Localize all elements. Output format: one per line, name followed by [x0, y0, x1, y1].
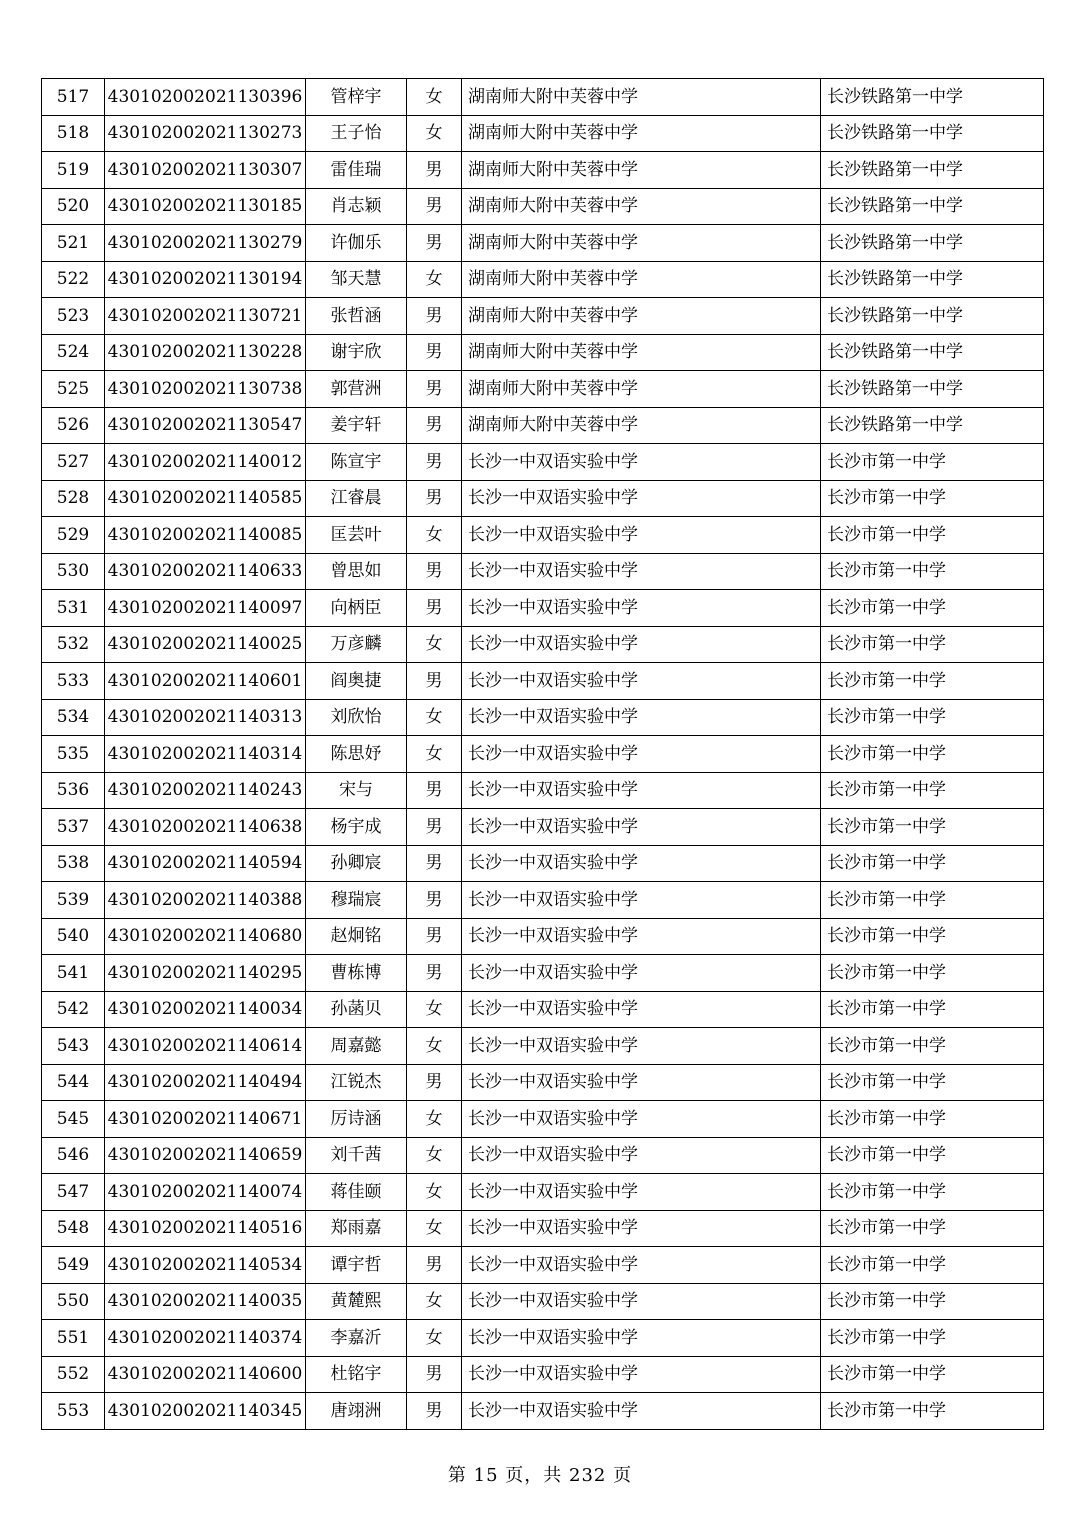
seq-cell: 535: [42, 736, 105, 773]
student-id-cell: 430102002021140585: [105, 480, 306, 517]
origin-school-cell: 长沙一中双语实验中学: [462, 1247, 821, 1284]
origin-school-cell: 长沙一中双语实验中学: [462, 1393, 821, 1430]
student-id-cell: 430102002021140074: [105, 1174, 306, 1211]
gender-cell: 女: [407, 115, 462, 152]
student-id-cell: 430102002021140534: [105, 1247, 306, 1284]
seq-cell: 522: [42, 261, 105, 298]
table-row: [42, 809, 1044, 846]
table-row: [42, 261, 1044, 298]
gender-cell: 女: [407, 1210, 462, 1247]
table-row: [42, 590, 1044, 627]
target-school-cell: 长沙市第一中学: [821, 1247, 1044, 1284]
gender-cell: 男: [407, 1064, 462, 1101]
origin-school-cell: 长沙一中双语实验中学: [462, 918, 821, 955]
origin-school-cell: 湖南师大附中芙蓉中学: [462, 79, 821, 116]
student-id-cell: 430102002021130307: [105, 152, 306, 189]
target-school-cell: 长沙市第一中学: [821, 590, 1044, 627]
table-row: [42, 407, 1044, 444]
target-school-cell: 长沙市第一中学: [821, 1064, 1044, 1101]
target-school-cell: 长沙市第一中学: [821, 1028, 1044, 1065]
student-id-cell: 430102002021140614: [105, 1028, 306, 1065]
gender-cell: 男: [407, 1393, 462, 1430]
student-id-cell: 430102002021140388: [105, 882, 306, 919]
target-school-cell: 长沙市第一中学: [821, 991, 1044, 1028]
table-row: [42, 955, 1044, 992]
origin-school-cell: 长沙一中双语实验中学: [462, 1356, 821, 1393]
name-cell: 唐翊洲: [306, 1393, 407, 1430]
gender-cell: 男: [407, 334, 462, 371]
target-school-cell: 长沙市第一中学: [821, 1393, 1044, 1430]
seq-cell: 519: [42, 152, 105, 189]
target-school-cell: 长沙市第一中学: [821, 845, 1044, 882]
table-row: [42, 626, 1044, 663]
student-id-cell: 430102002021140516: [105, 1210, 306, 1247]
seq-cell: 532: [42, 626, 105, 663]
name-cell: 孙菡贝: [306, 991, 407, 1028]
seq-cell: 546: [42, 1137, 105, 1174]
student-id-cell: 430102002021140025: [105, 626, 306, 663]
target-school-cell: 长沙市第一中学: [821, 517, 1044, 554]
table-row: [42, 882, 1044, 919]
seq-cell: 543: [42, 1028, 105, 1065]
student-id-cell: 430102002021130547: [105, 407, 306, 444]
seq-cell: 545: [42, 1101, 105, 1138]
gender-cell: 女: [407, 1320, 462, 1357]
name-cell: 赵炯铭: [306, 918, 407, 955]
name-cell: 谭宇哲: [306, 1247, 407, 1284]
origin-school-cell: 长沙一中双语实验中学: [462, 1101, 821, 1138]
table-row: [42, 1320, 1044, 1357]
origin-school-cell: 湖南师大附中芙蓉中学: [462, 371, 821, 408]
table-row: [42, 1356, 1044, 1393]
seq-cell: 518: [42, 115, 105, 152]
gender-cell: 女: [407, 1028, 462, 1065]
table-row: [42, 1247, 1044, 1284]
seq-cell: 542: [42, 991, 105, 1028]
name-cell: 杨宇成: [306, 809, 407, 846]
seq-cell: 530: [42, 553, 105, 590]
gender-cell: 男: [407, 882, 462, 919]
student-id-cell: 430102002021140374: [105, 1320, 306, 1357]
table-row: [42, 845, 1044, 882]
student-id-cell: 430102002021140680: [105, 918, 306, 955]
table-row: [42, 444, 1044, 481]
origin-school-cell: 长沙一中双语实验中学: [462, 590, 821, 627]
origin-school-cell: 长沙一中双语实验中学: [462, 1137, 821, 1174]
origin-school-cell: 长沙一中双语实验中学: [462, 1174, 821, 1211]
target-school-cell: 长沙铁路第一中学: [821, 115, 1044, 152]
student-id-cell: 430102002021140601: [105, 663, 306, 700]
origin-school-cell: 湖南师大附中芙蓉中学: [462, 407, 821, 444]
seq-cell: 524: [42, 334, 105, 371]
student-id-cell: 430102002021140097: [105, 590, 306, 627]
student-id-cell: 430102002021140243: [105, 772, 306, 809]
table-row: [42, 334, 1044, 371]
name-cell: 雷佳瑞: [306, 152, 407, 189]
gender-cell: 女: [407, 991, 462, 1028]
student-id-cell: 430102002021130738: [105, 371, 306, 408]
name-cell: 管梓宇: [306, 79, 407, 116]
student-id-cell: 430102002021140314: [105, 736, 306, 773]
student-id-cell: 430102002021140671: [105, 1101, 306, 1138]
table-row: [42, 152, 1044, 189]
target-school-cell: 长沙市第一中学: [821, 882, 1044, 919]
student-id-cell: 430102002021130721: [105, 298, 306, 335]
origin-school-cell: 湖南师大附中芙蓉中学: [462, 188, 821, 225]
target-school-cell: 长沙市第一中学: [821, 663, 1044, 700]
table-row: [42, 115, 1044, 152]
student-id-cell: 430102002021130279: [105, 225, 306, 262]
target-school-cell: 长沙铁路第一中学: [821, 407, 1044, 444]
target-school-cell: 长沙铁路第一中学: [821, 152, 1044, 189]
seq-cell: 520: [42, 188, 105, 225]
origin-school-cell: 长沙一中双语实验中学: [462, 699, 821, 736]
gender-cell: 男: [407, 298, 462, 335]
gender-cell: 男: [407, 480, 462, 517]
table-row: [42, 298, 1044, 335]
student-id-cell: 430102002021140600: [105, 1356, 306, 1393]
name-cell: 刘欣怡: [306, 699, 407, 736]
seq-cell: 551: [42, 1320, 105, 1357]
target-school-cell: 长沙铁路第一中学: [821, 334, 1044, 371]
name-cell: 江锐杰: [306, 1064, 407, 1101]
name-cell: 黄麓熙: [306, 1283, 407, 1320]
seq-cell: 547: [42, 1174, 105, 1211]
table-row: [42, 1137, 1044, 1174]
seq-cell: 536: [42, 772, 105, 809]
student-id-cell: 430102002021140594: [105, 845, 306, 882]
target-school-cell: 长沙市第一中学: [821, 699, 1044, 736]
name-cell: 蒋佳颐: [306, 1174, 407, 1211]
seq-cell: 533: [42, 663, 105, 700]
target-school-cell: 长沙铁路第一中学: [821, 225, 1044, 262]
name-cell: 郑雨嘉: [306, 1210, 407, 1247]
gender-cell: 男: [407, 1356, 462, 1393]
seq-cell: 523: [42, 298, 105, 335]
origin-school-cell: 长沙一中双语实验中学: [462, 1320, 821, 1357]
gender-cell: 女: [407, 736, 462, 773]
gender-cell: 女: [407, 626, 462, 663]
table-row: [42, 1393, 1044, 1430]
name-cell: 陈思妤: [306, 736, 407, 773]
name-cell: 陈宣宇: [306, 444, 407, 481]
student-id-cell: 430102002021130194: [105, 261, 306, 298]
seq-cell: 517: [42, 79, 105, 116]
gender-cell: 女: [407, 261, 462, 298]
gender-cell: 女: [407, 517, 462, 554]
gender-cell: 男: [407, 553, 462, 590]
gender-cell: 男: [407, 1247, 462, 1284]
target-school-cell: 长沙市第一中学: [821, 1174, 1044, 1211]
table-row: [42, 991, 1044, 1028]
student-list-table: [41, 78, 1044, 1430]
name-cell: 姜宇轩: [306, 407, 407, 444]
name-cell: 杜铭宇: [306, 1356, 407, 1393]
table-row: [42, 553, 1044, 590]
table-body: [42, 79, 1044, 1430]
target-school-cell: 长沙市第一中学: [821, 444, 1044, 481]
table-row: [42, 371, 1044, 408]
name-cell: 曾思如: [306, 553, 407, 590]
student-id-cell: 430102002021140633: [105, 553, 306, 590]
name-cell: 江睿晨: [306, 480, 407, 517]
target-school-cell: 长沙铁路第一中学: [821, 298, 1044, 335]
gender-cell: 男: [407, 444, 462, 481]
gender-cell: 女: [407, 1283, 462, 1320]
name-cell: 王子怡: [306, 115, 407, 152]
target-school-cell: 长沙市第一中学: [821, 772, 1044, 809]
table-row: [42, 480, 1044, 517]
student-id-cell: 430102002021130185: [105, 188, 306, 225]
target-school-cell: 长沙市第一中学: [821, 480, 1044, 517]
seq-cell: 552: [42, 1356, 105, 1393]
origin-school-cell: 长沙一中双语实验中学: [462, 1283, 821, 1320]
student-id-cell: 430102002021140034: [105, 991, 306, 1028]
origin-school-cell: 长沙一中双语实验中学: [462, 845, 821, 882]
student-id-cell: 430102002021130228: [105, 334, 306, 371]
table-row: [42, 663, 1044, 700]
name-cell: 阎奥捷: [306, 663, 407, 700]
target-school-cell: 长沙市第一中学: [821, 955, 1044, 992]
target-school-cell: 长沙市第一中学: [821, 1137, 1044, 1174]
page-footer: 第 15 页，共 232 页: [447, 1465, 633, 1486]
target-school-cell: 长沙市第一中学: [821, 1101, 1044, 1138]
seq-cell: 539: [42, 882, 105, 919]
target-school-cell: 长沙铁路第一中学: [821, 188, 1044, 225]
target-school-cell: 长沙市第一中学: [821, 736, 1044, 773]
origin-school-cell: 长沙一中双语实验中学: [462, 736, 821, 773]
name-cell: 周嘉懿: [306, 1028, 407, 1065]
table-row: [42, 772, 1044, 809]
gender-cell: 男: [407, 590, 462, 627]
gender-cell: 女: [407, 699, 462, 736]
target-school-cell: 长沙市第一中学: [821, 918, 1044, 955]
name-cell: 孙卿宸: [306, 845, 407, 882]
gender-cell: 男: [407, 772, 462, 809]
student-id-cell: 430102002021130273: [105, 115, 306, 152]
table-row: [42, 699, 1044, 736]
gender-cell: 男: [407, 845, 462, 882]
name-cell: 许伽乐: [306, 225, 407, 262]
origin-school-cell: 湖南师大附中芙蓉中学: [462, 334, 821, 371]
origin-school-cell: 长沙一中双语实验中学: [462, 517, 821, 554]
name-cell: 向柄臣: [306, 590, 407, 627]
target-school-cell: 长沙市第一中学: [821, 1356, 1044, 1393]
student-id-cell: 430102002021130396: [105, 79, 306, 116]
name-cell: 肖志颖: [306, 188, 407, 225]
target-school-cell: 长沙市第一中学: [821, 1283, 1044, 1320]
table-row: [42, 225, 1044, 262]
name-cell: 谢宇欣: [306, 334, 407, 371]
student-id-cell: 430102002021140345: [105, 1393, 306, 1430]
name-cell: 匡芸叶: [306, 517, 407, 554]
seq-cell: 538: [42, 845, 105, 882]
target-school-cell: 长沙铁路第一中学: [821, 79, 1044, 116]
seq-cell: 549: [42, 1247, 105, 1284]
origin-school-cell: 长沙一中双语实验中学: [462, 480, 821, 517]
origin-school-cell: 长沙一中双语实验中学: [462, 882, 821, 919]
target-school-cell: 长沙铁路第一中学: [821, 371, 1044, 408]
origin-school-cell: 湖南师大附中芙蓉中学: [462, 115, 821, 152]
student-id-cell: 430102002021140313: [105, 699, 306, 736]
origin-school-cell: 长沙一中双语实验中学: [462, 809, 821, 846]
gender-cell: 女: [407, 1174, 462, 1211]
seq-cell: 534: [42, 699, 105, 736]
origin-school-cell: 长沙一中双语实验中学: [462, 955, 821, 992]
student-id-cell: 430102002021140295: [105, 955, 306, 992]
target-school-cell: 长沙市第一中学: [821, 1210, 1044, 1247]
name-cell: 李嘉沂: [306, 1320, 407, 1357]
name-cell: 曹栋博: [306, 955, 407, 992]
gender-cell: 男: [407, 152, 462, 189]
seq-cell: 550: [42, 1283, 105, 1320]
origin-school-cell: 湖南师大附中芙蓉中学: [462, 261, 821, 298]
origin-school-cell: 长沙一中双语实验中学: [462, 444, 821, 481]
gender-cell: 女: [407, 1101, 462, 1138]
name-cell: 邹天慧: [306, 261, 407, 298]
origin-school-cell: 长沙一中双语实验中学: [462, 1064, 821, 1101]
name-cell: 张哲涵: [306, 298, 407, 335]
target-school-cell: 长沙市第一中学: [821, 626, 1044, 663]
table-row: [42, 79, 1044, 116]
origin-school-cell: 长沙一中双语实验中学: [462, 1210, 821, 1247]
origin-school-cell: 长沙一中双语实验中学: [462, 663, 821, 700]
seq-cell: 531: [42, 590, 105, 627]
table-row: [42, 1064, 1044, 1101]
origin-school-cell: 湖南师大附中芙蓉中学: [462, 152, 821, 189]
gender-cell: 男: [407, 918, 462, 955]
table-row: [42, 1028, 1044, 1065]
target-school-cell: 长沙市第一中学: [821, 809, 1044, 846]
name-cell: 厉诗涵: [306, 1101, 407, 1138]
seq-cell: 541: [42, 955, 105, 992]
gender-cell: 男: [407, 809, 462, 846]
gender-cell: 男: [407, 225, 462, 262]
gender-cell: 男: [407, 663, 462, 700]
table-row: [42, 517, 1044, 554]
table-row: [42, 918, 1044, 955]
seq-cell: 528: [42, 480, 105, 517]
origin-school-cell: 湖南师大附中芙蓉中学: [462, 298, 821, 335]
origin-school-cell: 长沙一中双语实验中学: [462, 991, 821, 1028]
target-school-cell: 长沙铁路第一中学: [821, 261, 1044, 298]
origin-school-cell: 长沙一中双语实验中学: [462, 772, 821, 809]
gender-cell: 男: [407, 407, 462, 444]
table-row: [42, 1283, 1044, 1320]
origin-school-cell: 湖南师大附中芙蓉中学: [462, 225, 821, 262]
gender-cell: 女: [407, 1137, 462, 1174]
name-cell: 郭营洲: [306, 371, 407, 408]
seq-cell: 529: [42, 517, 105, 554]
student-id-cell: 430102002021140012: [105, 444, 306, 481]
target-school-cell: 长沙市第一中学: [821, 1320, 1044, 1357]
table-row: [42, 1210, 1044, 1247]
target-school-cell: 长沙市第一中学: [821, 553, 1044, 590]
gender-cell: 男: [407, 371, 462, 408]
table-row: [42, 1174, 1044, 1211]
seq-cell: 525: [42, 371, 105, 408]
gender-cell: 男: [407, 188, 462, 225]
name-cell: 宋与: [306, 772, 407, 809]
name-cell: 万彦麟: [306, 626, 407, 663]
table-row: [42, 736, 1044, 773]
seq-cell: 553: [42, 1393, 105, 1430]
student-id-cell: 430102002021140659: [105, 1137, 306, 1174]
seq-cell: 544: [42, 1064, 105, 1101]
student-id-cell: 430102002021140035: [105, 1283, 306, 1320]
seq-cell: 537: [42, 809, 105, 846]
name-cell: 穆瑞宸: [306, 882, 407, 919]
seq-cell: 521: [42, 225, 105, 262]
table-row: [42, 1101, 1044, 1138]
seq-cell: 527: [42, 444, 105, 481]
origin-school-cell: 长沙一中双语实验中学: [462, 553, 821, 590]
seq-cell: 526: [42, 407, 105, 444]
student-id-cell: 430102002021140085: [105, 517, 306, 554]
name-cell: 刘千茜: [306, 1137, 407, 1174]
table-row: [42, 188, 1044, 225]
student-id-cell: 430102002021140638: [105, 809, 306, 846]
origin-school-cell: 长沙一中双语实验中学: [462, 626, 821, 663]
seq-cell: 548: [42, 1210, 105, 1247]
student-id-cell: 430102002021140494: [105, 1064, 306, 1101]
seq-cell: 540: [42, 918, 105, 955]
origin-school-cell: 长沙一中双语实验中学: [462, 1028, 821, 1065]
gender-cell: 男: [407, 955, 462, 992]
gender-cell: 女: [407, 79, 462, 116]
